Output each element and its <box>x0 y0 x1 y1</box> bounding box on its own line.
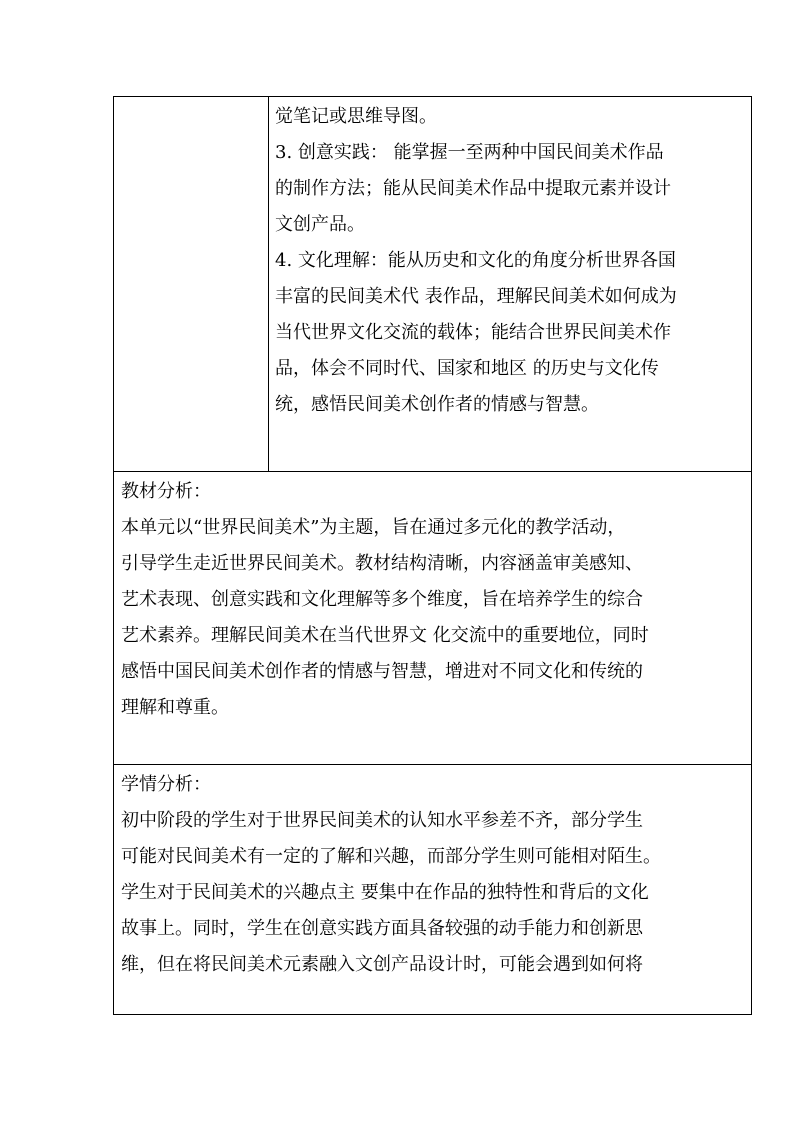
textbook-analysis-line: 本单元以“世界民间美术”为主题，旨在通过多元化的教学活动， <box>121 517 626 538</box>
objectives-line: 品，体会不同时代、国家和地区 的历史与文化传 <box>275 358 659 379</box>
student-analysis-line: 初中阶段的学生对于世界民间美术的认知水平参差不齐，部分学生 <box>121 810 643 831</box>
objectives-label-cell <box>114 97 269 472</box>
objectives-line: 丰富的民间美术代 表作品，理解民间美术如何成为 <box>275 286 677 307</box>
textbook-analysis-cell <box>114 472 752 765</box>
student-analysis-row <box>114 765 752 1015</box>
lesson-plan-table <box>113 96 752 1015</box>
textbook-analysis-row <box>114 472 752 765</box>
objectives-line: 当代世界文化交流的载体；能结合世界民间美术作 <box>275 322 671 343</box>
objectives-line: 觉笔记或思维导图。 <box>275 106 437 127</box>
objectives-row <box>114 97 752 472</box>
textbook-analysis-line: 艺术表现、创意实践和文化理解等多个维度，旨在培养学生的综合 <box>121 589 643 610</box>
textbook-analysis-text <box>114 472 751 726</box>
objectives-line: 统，感悟民间美术创作者的情感与智慧。 <box>275 394 599 415</box>
student-analysis-heading: 学情分析： <box>121 774 211 795</box>
textbook-analysis-line: 引导学生走近世界民间美术。教材结构清晰，内容涵盖审美感知、 <box>121 553 643 574</box>
textbook-analysis-line: 艺术素养。理解民间美术在当代世界文 化交流中的重要地位，同时 <box>121 625 649 646</box>
textbook-analysis-line: 理解和尊重。 <box>121 697 229 718</box>
objectives-line: 的制作方法；能从民间美术作品中提取元素并设计 <box>275 178 671 199</box>
student-analysis-line: 故事上。同时，学生在创意实践方面具备较强的动手能力和创新思 <box>121 918 643 939</box>
textbook-analysis-line: 感悟中国民间美术创作者的情感与智慧，增进对不同文化和传统的 <box>121 661 643 682</box>
objectives-content-cell <box>269 97 752 472</box>
textbook-analysis-heading: 教材分析： <box>121 481 211 502</box>
student-analysis-line: 可能对民间美术有一定的了解和兴趣，而部分学生则可能相对陌生。 <box>121 846 661 867</box>
student-analysis-line: 维，但在将民间美术元素融入文创产品设计时，可能会遇到如何将 <box>121 954 643 975</box>
objectives-text <box>269 97 751 425</box>
objectives-line: 文创产品。 <box>275 214 365 235</box>
student-analysis-text <box>114 765 751 983</box>
objectives-line: 4. 文化理解：能从历史和文化的角度分析世界各国 <box>275 250 676 271</box>
student-analysis-cell <box>114 765 752 1015</box>
student-analysis-line: 学生对于民间美术的兴趣点主 要集中在作品的独特性和背后的文化 <box>121 882 649 903</box>
objectives-line: 3. 创意实践： 能掌握一至两种中国民间美术作品 <box>275 142 664 163</box>
